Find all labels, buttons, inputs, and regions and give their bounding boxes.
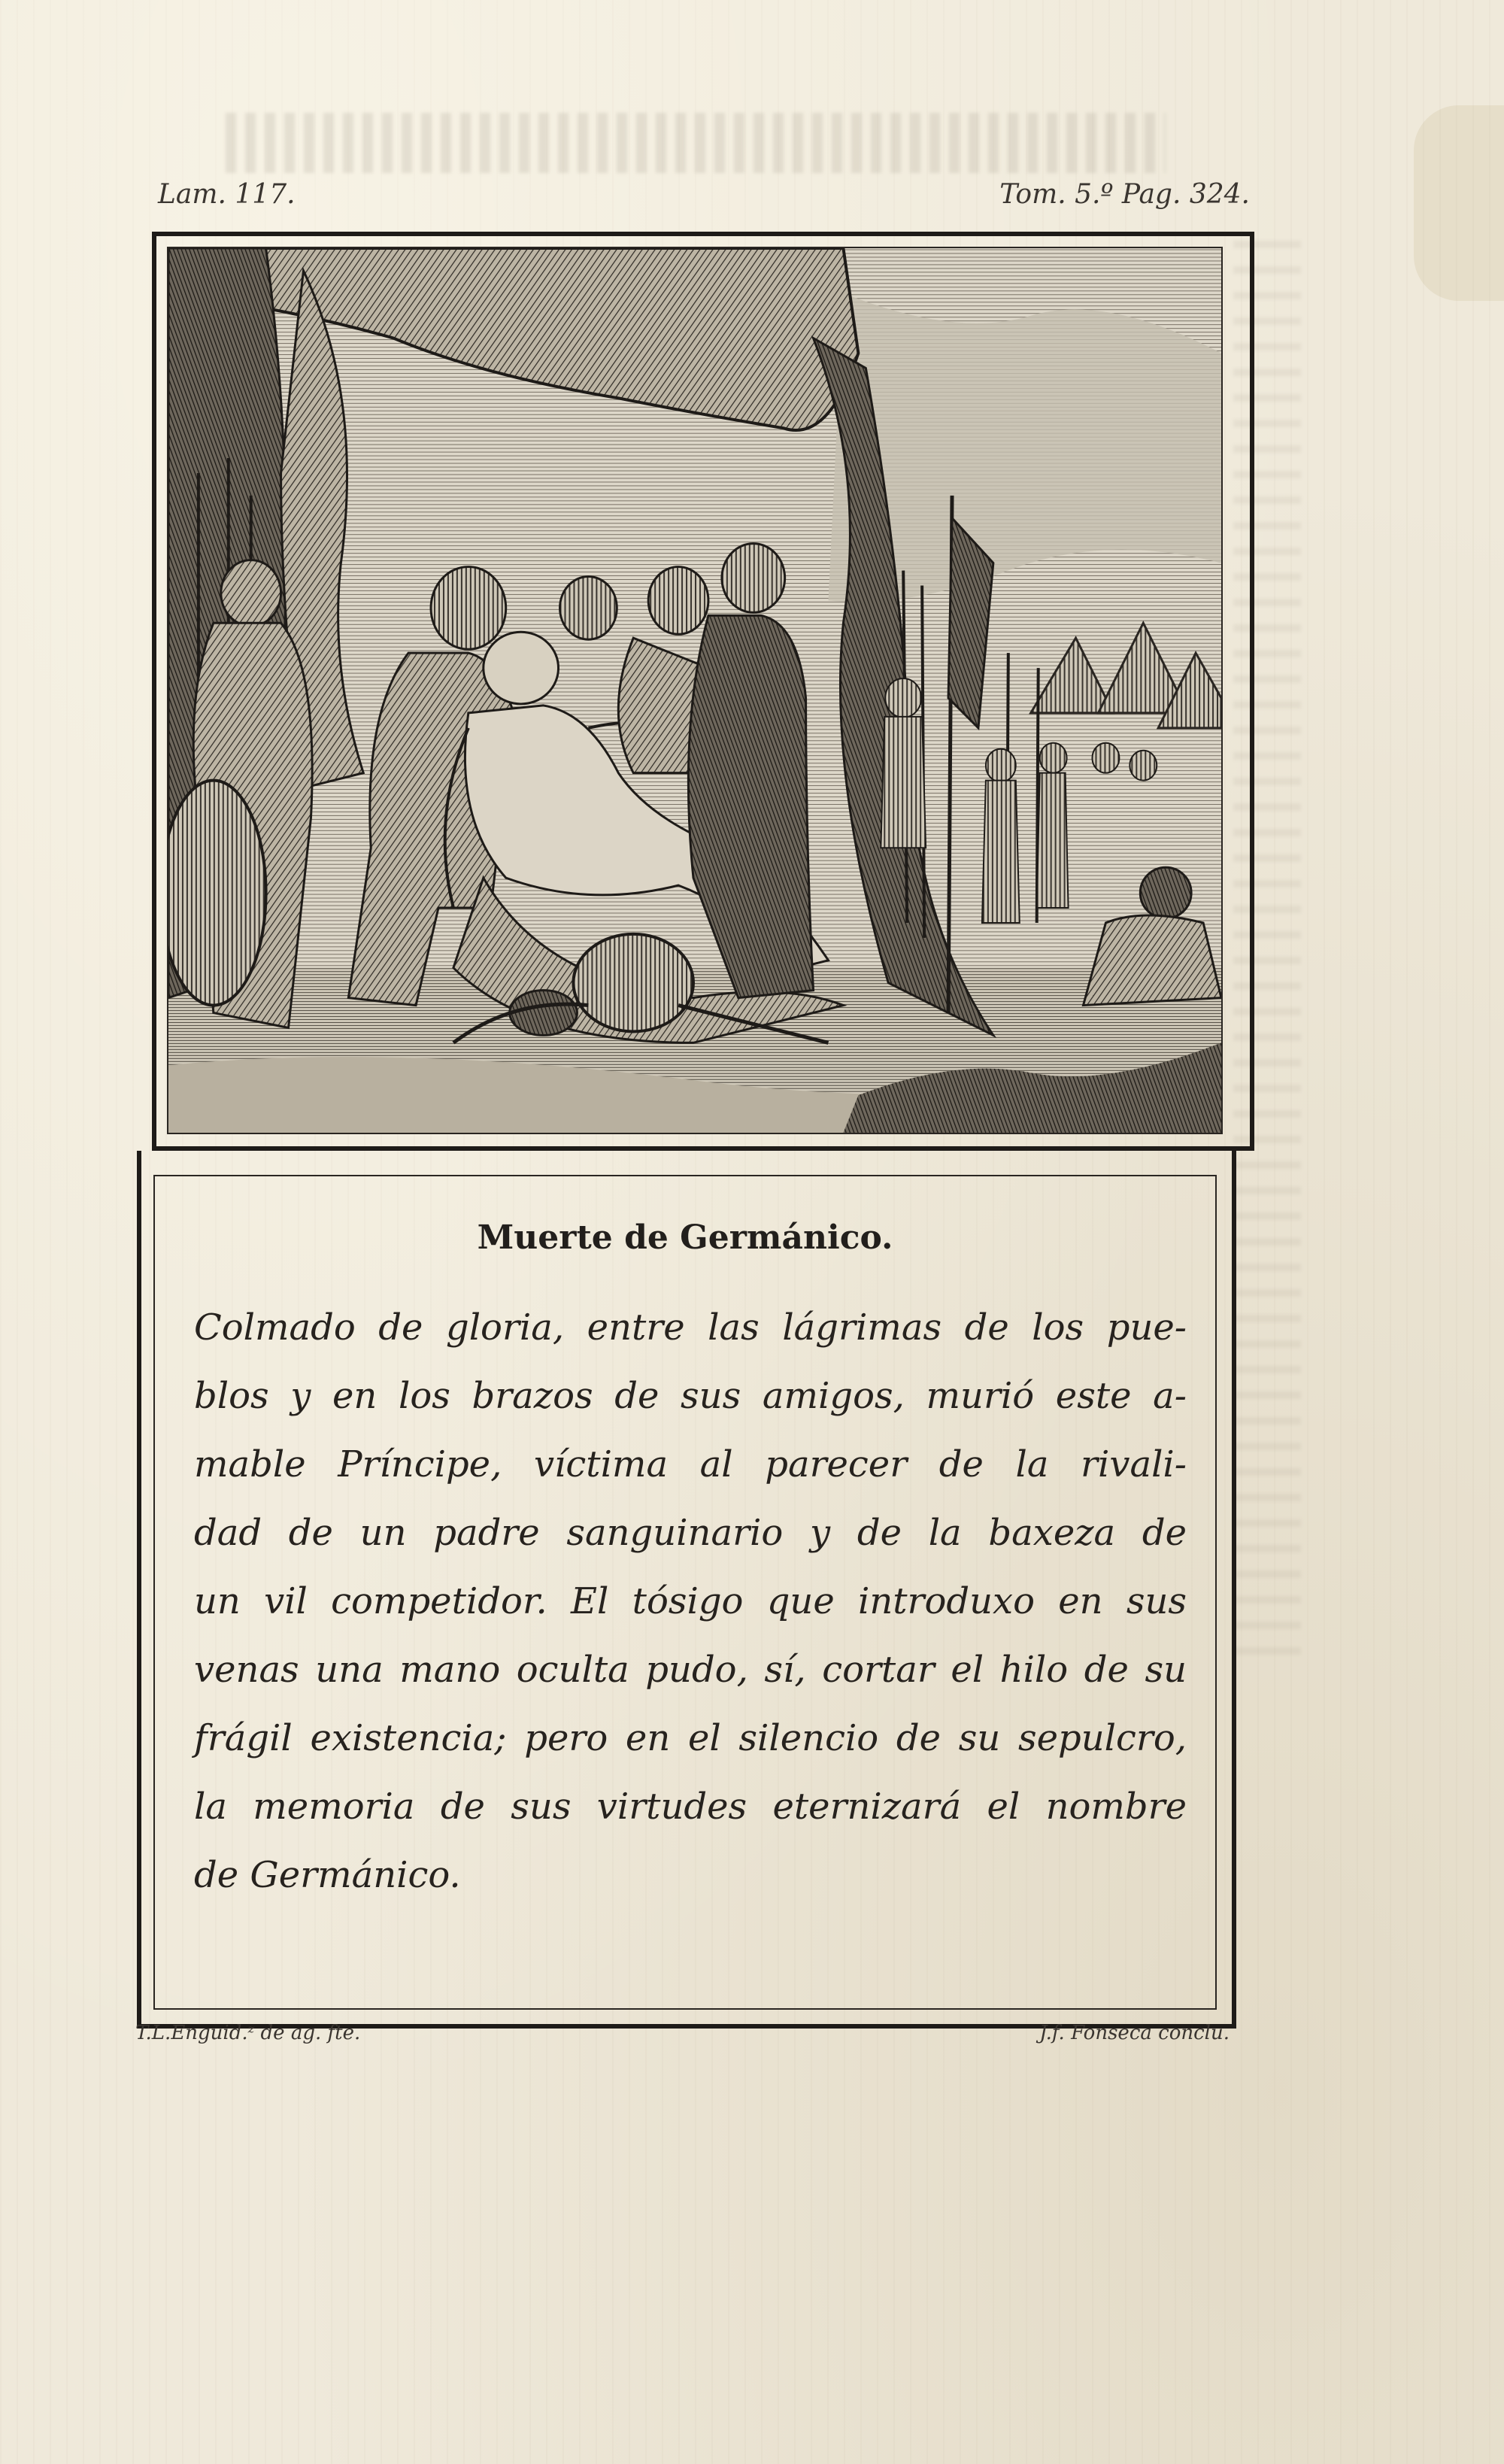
caption-line: de Germánico. xyxy=(194,1854,461,1896)
caption-line: mable Príncipe, víctima al parecer de la rivali- xyxy=(194,1443,1187,1485)
plate-number: Lam. 117. xyxy=(158,179,296,210)
caption-title: Muerte de Germánico. xyxy=(477,1218,893,1257)
caption-body xyxy=(194,1294,1187,1910)
caption-line: la memoria de sus virtudes eternizará el nombre xyxy=(194,1786,1187,1828)
caption-line: Colmado de gloria, entre las lágrimas de los pue- xyxy=(194,1306,1187,1349)
bleed-through-text xyxy=(226,113,1166,173)
caption-line: venas una mano oculta pudo, sí, cortar el hilo de su xyxy=(194,1649,1187,1691)
engraving-plate xyxy=(167,247,1223,1134)
caption-line: blos y en los brazos de sus amigos, murió este a- xyxy=(194,1375,1187,1417)
engraver-credit-right: J.f. Fonseca conclu. xyxy=(1039,2022,1230,2044)
caption-line: frágil existencia; pero en el silencio de su sepulcro, xyxy=(194,1717,1187,1759)
paper-stain xyxy=(1414,105,1504,301)
volume-page-reference: Tom. 5.º Pag. 324. xyxy=(999,179,1250,210)
caption-line: un vil competidor. El tósigo que introduxo en sus xyxy=(194,1580,1187,1622)
engraving-scene-icon xyxy=(168,248,1221,1133)
caption-line: dad de un padre sanguinario y de la baxeza de xyxy=(194,1512,1187,1554)
engraver-credit-left: T.L.Enguid.ᶻ de ag. fte. xyxy=(135,2022,361,2044)
